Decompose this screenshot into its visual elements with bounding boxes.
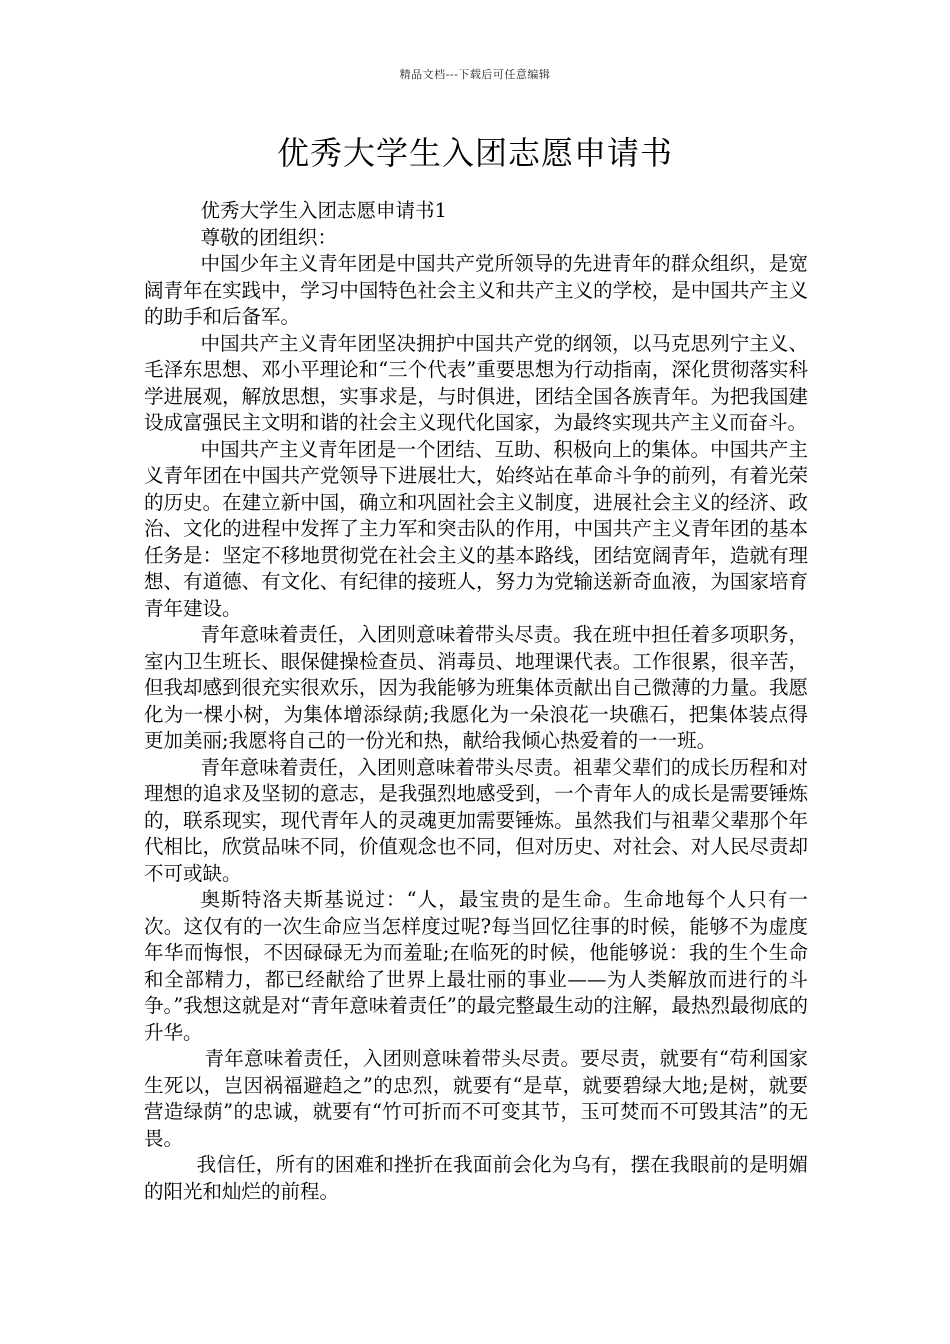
paragraph-8: 我信任，所有的困难和挫折在我面前会化为乌有，摆在我眼前的是明媚的阳光和灿烂的前程。 (144, 1153, 808, 1203)
paragraph-6: 奥斯特洛夫斯基说过：“人，最宝贵的是生命。生命地每个人只有一次。这仅有的一次生命应当怎样度过呢?每当回忆往事的时候，能够不为虚度年华而悔恨，不因碌碌无为而羞耻;在临死的时候，他能够说：我的生个生命和全部精力，都已经献给了世界上最壮丽的事业——为人类解放而进行的斗争。”我想这就是对“青年意味着责任”的最完整最生动的注解，最热烈最彻底的升华。 (144, 888, 808, 1044)
paragraph-4: 青年意味着责任，入团则意味着带头尽责。我在班中担任着多项职务，室内卫生班长、眼保健操检查员、消毒员、地理课代表。工作很累，很辛苦，但我却感到很充实很欢乐，因为我能够为班集体贡献出自己微薄的力量。我愿化为一棵小树，为集体增添绿荫;我愿化为一朵浪花一块礁石，把集体装点得更加美丽;我愿将自己的一份光和热，献给我倾心热爱着的一一班。 (144, 623, 808, 752)
salutation: 尊敬的团组织： (200, 225, 338, 249)
document-body (144, 198, 808, 1205)
paragraph-3: 中国共产主义青年团是一个团结、互助、积极向上的集体。中国共产主义青年团在中国共产党领导下进展壮大，始终站在革命斗争的前列，有着光荣的历史。在建立新中国，确立和巩固社会主义制度，进展社会主义的经济、政治、文化的进程中发挥了主力军和突击队的作用，中国共产主义青年团的基本任务是：坚定不移地贯彻党在社会主义的基本路线，团结宽阔青年，造就有理想、有道德、有文化、有纪律的接班人，努力为党输送新奇血液，为国家培育青年建设。 (144, 437, 808, 620)
document-subtitle: 优秀大学生入团志愿申请书1 (200, 199, 447, 222)
paragraph-2: 中国共产主义青年团坚决拥护中国共产党的纲领，以马克思列宁主义、毛泽东思想、邓小平理论和“三个代表”重要思想为行动指南，深化贯彻落实科学进展观，解放思想，实事求是，与时俱进，团结全国各族青年。为把我国建设成富强民主文明和谐的社会主义现代化国家，为最终实现共产主义而奋斗。 (144, 331, 808, 434)
paragraph-1: 中国少年主义青年团是中国共产党所领导的先进青年的群众组织，是宽阔青年在实践中，学习中国特色社会主义和共产主义的学校，是中国共产主义的助手和后备军。 (144, 252, 808, 328)
paragraph-7: 青年意味着责任，入团则意味着带头尽责。要尽责，就要有“苟利国家生死以，岂因祸福避趋之”的忠烈，就要有“是草，就要碧绿大地;是树，就要营造绿荫”的忠诚，就要有“竹可折而不可变其节，玉可焚而不可毁其洁”的无畏。 (144, 1047, 808, 1150)
document-title: 优秀大学生入团志愿申请书 (276, 134, 673, 172)
paragraph-5: 青年意味着责任，入团则意味着带头尽责。祖辈父辈们的成长历程和对理想的追求及坚韧的意志，是我强烈地感受到，一个青年人的成长是需要锤炼的，联系现实，现代青年人的灵魂更加需要锤炼。虽然我们与祖辈父辈那个年代相比，欣赏品味不同，价值观念也不同，但对历史、对社会、对人民尽责却不可或缺。 (144, 755, 808, 885)
header-note: 精品文档---下载后可任意编辑 (399, 68, 551, 81)
